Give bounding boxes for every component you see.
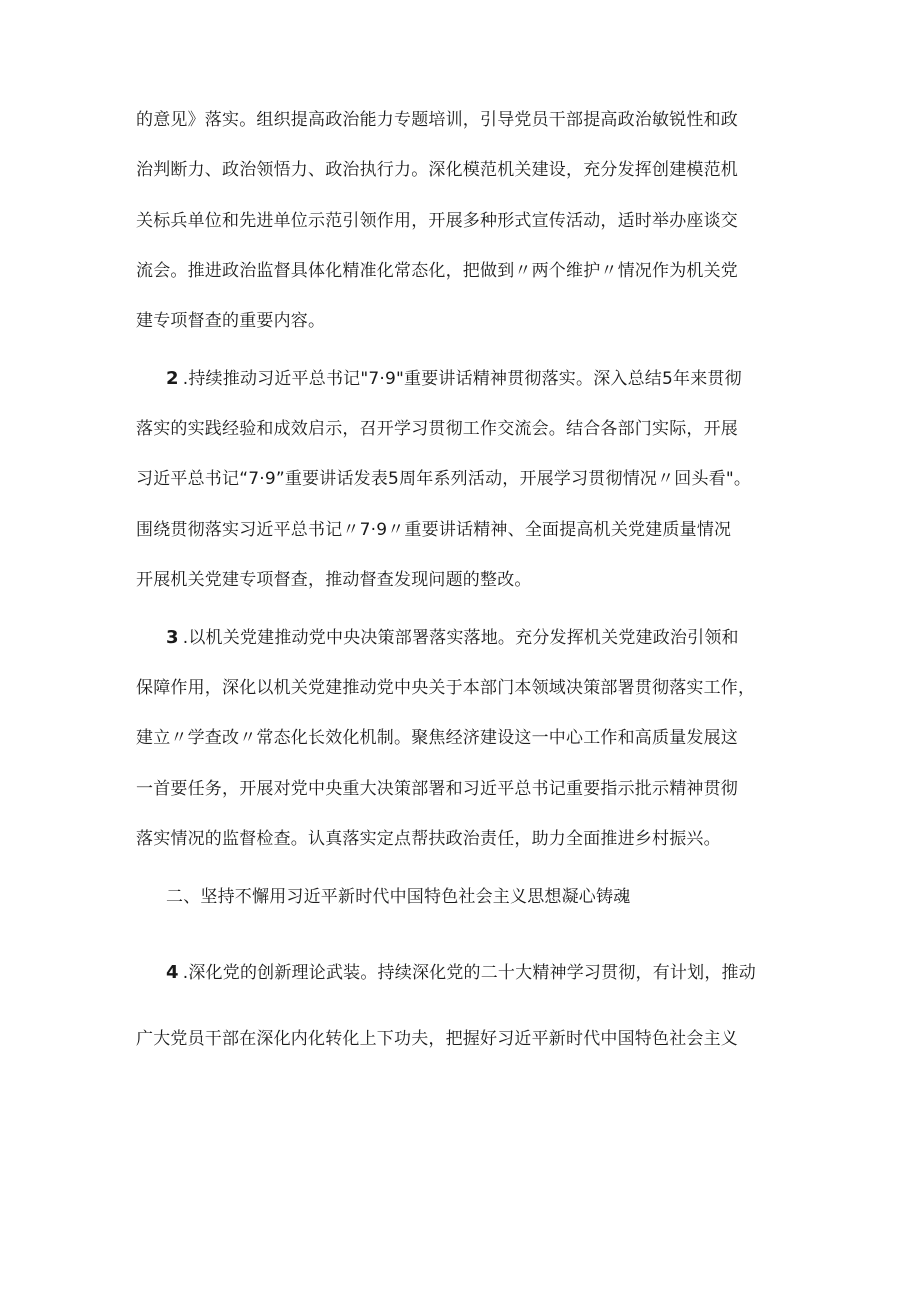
item2-heading: .持续推动习近平总书记"7·9"重要讲话精神贯彻落实。深入总结5年来贯彻 <box>182 369 742 389</box>
item4-line-2: 广大党员干部在深化内化转化上下功夫，把握好习近平新时代中国特色社会主义 <box>136 1029 738 1049</box>
item4-first-line <box>166 961 796 985</box>
item3-heading: .以机关党建推动党中央决策部署落实落地。充分发挥机关党建政治引领和 <box>182 628 739 648</box>
para1-line-2: 治判断力、政治领悟力、政治执行力。深化模范机关建设，充分发挥创建模范机 <box>136 160 738 180</box>
item3-first-line <box>166 626 796 650</box>
item3-number: 3 <box>166 627 179 648</box>
item2-line-4: 围绕贯彻落实习近平总书记〃7·9〃重要讲话精神、全面提高机关党建质量情况 <box>136 520 732 540</box>
item2-line-2: 落实的实践经验和成效启示，召开学习贯彻工作交流会。结合各部门实际，开展 <box>136 419 738 439</box>
item2-line-3: 习近平总书记“7·9”重要讲话发表5周年系列活动，开展学习贯彻情况〃回头看"。 <box>136 469 752 489</box>
item3-line-3: 建立〃学查改〃常态化长效化机制。聚焦经济建设这一中心工作和高质量发展这 <box>136 728 738 748</box>
item2-number: 2 <box>166 368 179 389</box>
para1-line-5: 建专项督查的重要内容。 <box>136 311 326 331</box>
item2-first-line <box>166 367 796 391</box>
para1-line-1: 的意见》落实。组织提高政治能力专题培训，引导党员干部提高政治敏锐性和政 <box>136 110 738 130</box>
item3-line-2: 保障作用，深化以机关党建推动党中央关于本部门本领域决策部署贯彻落实工作， <box>136 678 756 698</box>
item3-line-4: 一首要任务，开展对党中央重大决策部署和习近平总书记重要指示批示精神贯彻 <box>136 779 738 799</box>
item4-number: 4 <box>166 962 179 983</box>
item2-line-5: 开展机关党建专项督查，推动督查发现问题的整改。 <box>136 570 532 590</box>
section2-heading: 二、坚持不懈用习近平新时代中国特色社会主义思想凝心铸魂 <box>166 887 631 907</box>
para1-line-4: 流会。推进政治监督具体化精准化常态化，把做到〃两个维护〃情况作为机关党 <box>136 261 738 281</box>
item4-heading: .深化党的创新理论武装。持续深化党的二十大精神学习贯彻，有计划，推动 <box>182 963 756 983</box>
item3-line-5: 落实情况的监督检查。认真落实定点帮扶政治责任，助力全面推进乡村振兴。 <box>136 829 721 849</box>
para1-line-3: 关标兵单位和先进单位示范引领作用，开展多种形式宣传活动，适时举办座谈交 <box>136 211 738 231</box>
